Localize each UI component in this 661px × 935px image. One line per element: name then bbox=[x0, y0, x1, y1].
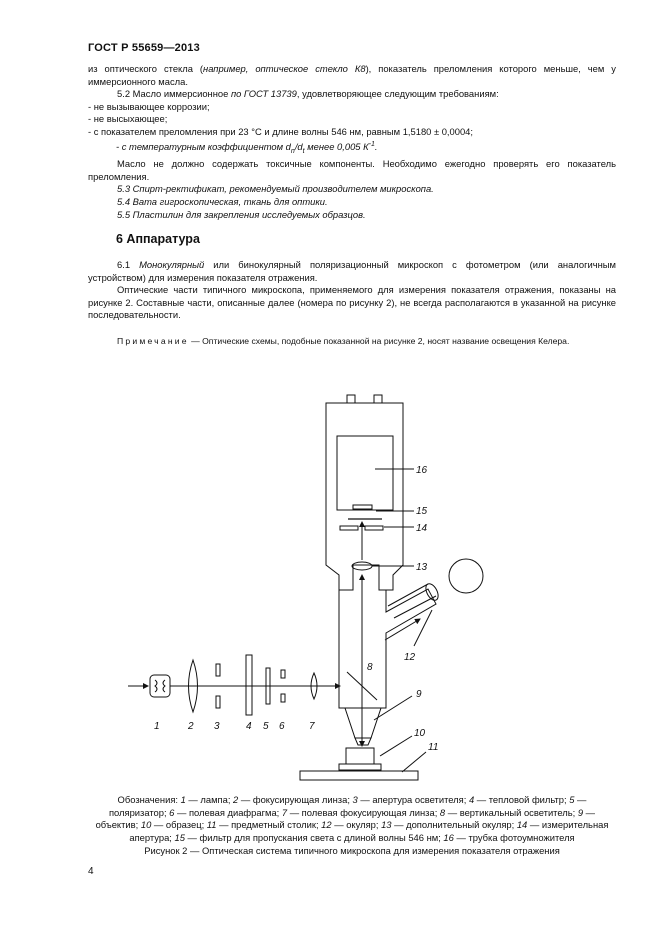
illuminator-aperture-bottom bbox=[216, 696, 220, 708]
legend-number: 8 bbox=[439, 806, 446, 818]
illuminator-aperture-top bbox=[216, 664, 220, 676]
observer-eye bbox=[449, 559, 483, 593]
object-stage bbox=[300, 771, 418, 780]
legend-number: 1 bbox=[180, 794, 186, 805]
filter-element bbox=[353, 505, 372, 509]
photomultiplier-tube bbox=[337, 436, 393, 510]
label-1: 1 bbox=[154, 721, 160, 732]
label-13: 13 bbox=[416, 562, 428, 573]
label-2: 2 bbox=[188, 721, 194, 732]
legend-number: 9 bbox=[577, 806, 584, 818]
legend-text: — окуляр; bbox=[331, 819, 382, 831]
label-6: 6 bbox=[279, 721, 285, 732]
list-item: - не высыхающее; bbox=[88, 113, 168, 125]
paragraph-toxic: Масло не должно содержать токсичные компоненты. Необходимо ежегодно проверять его показатель преломления. bbox=[88, 158, 616, 182]
legend-number: 3 bbox=[352, 794, 358, 805]
eyepiece-tube bbox=[388, 584, 436, 618]
label-8: 8 bbox=[367, 662, 373, 673]
aperture-left-plate bbox=[340, 526, 358, 530]
lamp bbox=[150, 675, 170, 697]
legend-number: 2 bbox=[233, 794, 239, 805]
connector-pin-right bbox=[374, 395, 382, 403]
legend-text: — апертура осветителя; bbox=[357, 794, 469, 805]
legend-number: 4 bbox=[468, 794, 475, 805]
label-5: 5 bbox=[263, 721, 269, 732]
auxiliary-eyepiece bbox=[352, 562, 372, 570]
sample-holder bbox=[339, 764, 381, 770]
label-14: 14 bbox=[416, 523, 428, 534]
legend-text: — поляризатор; bbox=[108, 794, 587, 818]
legend-text: — лампа; bbox=[185, 794, 234, 805]
document-header: ГОСТ Р 55659—2013 bbox=[88, 42, 200, 54]
connector-pin-left bbox=[347, 395, 355, 403]
page-number: 4 bbox=[88, 866, 94, 877]
label-11: 11 bbox=[428, 742, 439, 753]
legend-text: — дополнительный окуляр; bbox=[391, 819, 517, 831]
section-title: 6 Аппаратура bbox=[116, 232, 200, 246]
legend-text: — полевая фокусирующая линза; bbox=[287, 806, 440, 818]
note-text: — Оптические схемы, подобные показанной на рисунке 2, носят название освещения Келера. bbox=[188, 336, 570, 346]
legend-text: — образец; bbox=[151, 819, 207, 831]
legend-text: — тепловой фильтр; bbox=[474, 794, 570, 805]
figure-legend: Обозначения: 1 — лампа; 2 — фокусирующая линза; 3 — апертура осветителя; 4 — тепловой фильтр; 5 — поляризатор; 6 — полевая диафрагма; 7 — полевая фокусирующая линза; 8 — вертикальный осветитель; 9 — объектив; 10 — образец; 11 — предметный столик; 12 — окуляр; 13 — дополнительный окуляр; 14 — измерительная апертура; 15 — фильтр для пропускания света с длиной волны 546 нм; 16 — трубка фотоумножителя Рисунок 2 — Оптическая система типичного микроскопа для измерения показателя отражения bbox=[88, 794, 616, 858]
label-7: 7 bbox=[309, 721, 315, 732]
objective-tip bbox=[355, 738, 371, 745]
list-item: - с показателем преломления при 23 °С и длине волны 546 нм, равным 1,5180 ± 0,0004; bbox=[88, 125, 474, 137]
figure-labels bbox=[154, 465, 438, 753]
label-16: 16 bbox=[416, 465, 428, 476]
legend-number: 5 bbox=[569, 794, 575, 805]
lamp-filament bbox=[155, 680, 165, 692]
label-10: 10 bbox=[414, 728, 426, 739]
paragraph-5-5: 5.5 Пластилин для закрепления исследуемых образцов. bbox=[117, 208, 366, 220]
legend-text: — трубка фотоумножителя bbox=[453, 831, 575, 843]
legend-number: 6 bbox=[169, 806, 175, 818]
leader-11 bbox=[402, 752, 426, 772]
sample bbox=[346, 748, 374, 764]
heat-filter bbox=[246, 655, 252, 715]
label-3: 3 bbox=[214, 721, 220, 732]
label-15: 15 bbox=[416, 506, 428, 517]
legend-number: 7 bbox=[281, 806, 288, 818]
eyepiece-ray bbox=[385, 619, 420, 640]
label-12: 12 bbox=[404, 652, 416, 663]
label-4: 4 bbox=[246, 721, 252, 732]
objective-lens bbox=[345, 708, 381, 738]
aperture-right-plate bbox=[365, 526, 383, 530]
legend-text: — предметный столик; bbox=[216, 819, 322, 831]
legend-number: 10 bbox=[140, 819, 152, 831]
legend-number: 12 bbox=[321, 819, 332, 831]
paragraph-5-3: 5.3 Спирт-ректификат, рекомендуемый производителем микроскопа. bbox=[117, 183, 434, 195]
legend-number: 13 bbox=[381, 819, 392, 831]
legend-text: — вертикальный осветитель; bbox=[445, 806, 578, 818]
paragraph-5-4: 5.4 Вата гигроскопическая, ткань для оптики. bbox=[117, 195, 328, 207]
formula-line: - с температурным коэффициентом $d_n/d_t$ менее 0,005 $К^{-1}$. bbox=[116, 140, 378, 155]
legend-text: — фильтр для пропускания света с длиной волны 546 нм; bbox=[184, 831, 444, 843]
legend-number: 16 bbox=[443, 831, 454, 843]
paragraph-6-1-parts: Оптические части типичного микроскопа, применяемого для измерения показателя отражения, показаны на рисунке 2. Составные части, описанные далее (номера по рисунку 2), не всегда располагаются в указанной на рисунке последовательности. bbox=[88, 284, 616, 321]
paragraph-6-1: 6.1 Монокулярный или бинокулярный поляризационный микроскоп с фотометром (или аналогичным устройством) для измерения показателя отражения. bbox=[88, 259, 616, 283]
figure-caption: Рисунок 2 — Оптическая система типичного микроскопа для измерения показателя отражения bbox=[144, 845, 560, 857]
legend-number: 14 bbox=[516, 819, 528, 831]
label-9: 9 bbox=[416, 689, 422, 700]
legend-text: — полевая диафрагма; bbox=[174, 806, 282, 818]
leader-10 bbox=[380, 736, 412, 756]
legend-number: 15 bbox=[174, 831, 185, 843]
legend-text: — объектив; bbox=[95, 806, 596, 831]
field-diaphragm-top bbox=[281, 670, 285, 678]
list-item: - не вызывающее коррозии; bbox=[88, 100, 210, 112]
legend-number: 11 bbox=[206, 819, 217, 831]
legend-text: — измерительная апертура; bbox=[129, 819, 609, 843]
legend-text: — фокусирующая линза; bbox=[238, 794, 353, 805]
field-diaphragm-bottom bbox=[281, 694, 285, 702]
paragraph-immersion-glass: из оптического стекла (например, оптическое стекло К8), показатель преломления которого меньше, чем у иммерсионного масла. bbox=[88, 63, 616, 87]
note-label: Примечание bbox=[117, 336, 189, 346]
paragraph-5-2: 5.2 Масло иммерсионное по ГОСТ 13739, удовлетворяющее следующим требованиям: bbox=[117, 88, 499, 100]
